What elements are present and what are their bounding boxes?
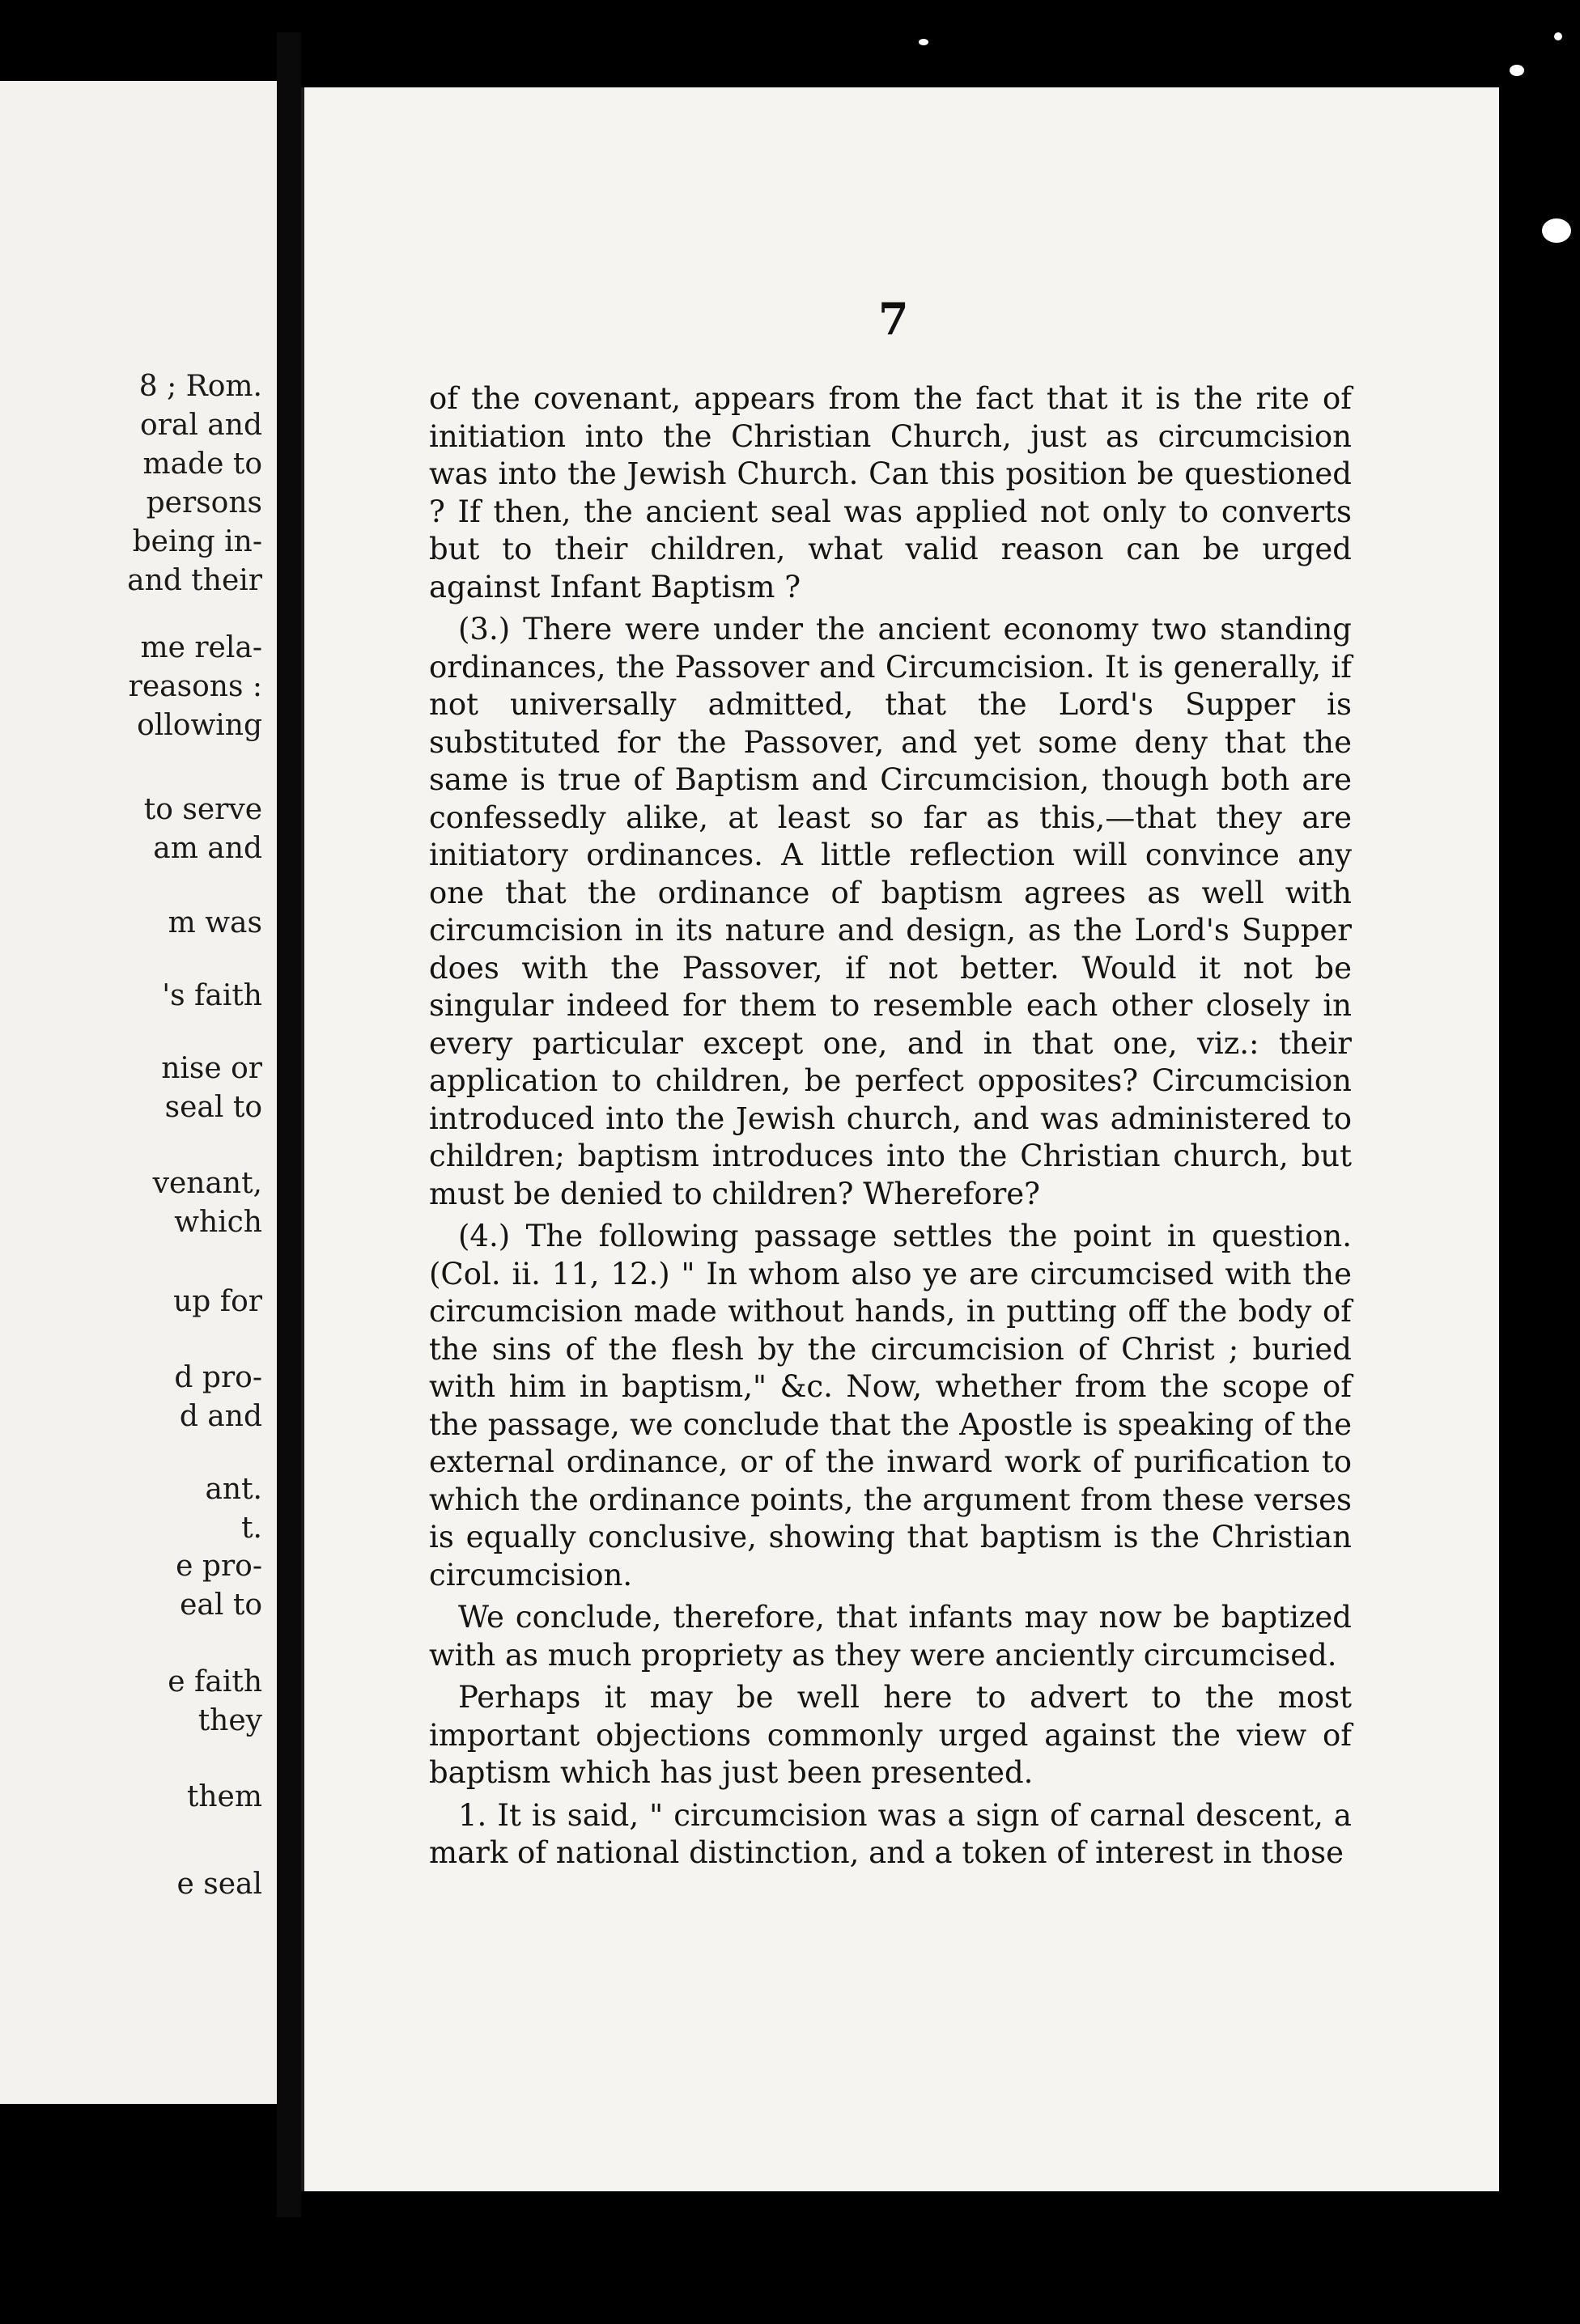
left-line: ollowing — [137, 709, 262, 742]
left-line: and their — [127, 564, 262, 597]
left-line: venant, — [152, 1167, 262, 1200]
left-line: seal to — [164, 1091, 262, 1124]
left-line: 8 ; Rom. — [138, 370, 262, 403]
left-line: e faith — [168, 1665, 262, 1698]
book-gutter — [277, 32, 301, 2217]
paragraph: of the covenant, appears from the fact that it is the rite of initiation into the Christian Church, just as circumcision was into the Jewish Church. Can this position be questioned ? If then, the ancient seal was applied not only to converts but to their children, what valid reason can be urged against Infant Baptism ? — [429, 381, 1352, 604]
paragraph: (3.) There were under the ancient economy two standing ordinances, the Passover and Circumcision. It is generally, if not universally admitted, that the Lord's Supper is substituted for the Passover, and yet some deny that the same is true of Baptism and Circumcision, though both are confessedly alike, at least so far as this,—that they are initiatory ordinances. A little reflection will convince any one that the ordinance of baptism agrees as well with circumcision in its nature and design, as the Lord's Supper does with the Passover, if not better. Would it not be singular indeed for them to resemble each other closely in every particular except one, and in that one, viz.: their application to children, be perfect opposites? Circumcision introduced into the Jewish church, and was administered to children; baptism introduces into the Christian church, but must be denied to children? Wherefore? — [429, 612, 1352, 1211]
left-line: 's faith — [162, 979, 262, 1012]
paragraph: 1. It is said, " circumcision was a sign of carnal descent, a mark of national distinction, and a token of interest in those — [429, 1797, 1352, 1870]
left-line: they — [198, 1704, 262, 1737]
left-line: them — [186, 1780, 262, 1813]
left-line: ant. — [205, 1473, 262, 1506]
left-line: to serve — [143, 793, 262, 826]
left-line: reasons : — [128, 670, 262, 703]
paragraph: Perhaps it may be well here to advert to the most important objections commonly urged against the view of baptism which has just been presented. — [429, 1680, 1352, 1790]
left-line: me rela- — [140, 631, 262, 664]
paragraph: We conclude, therefore, that infants may now be baptized with as much propriety as they were anciently circumcised. — [429, 1600, 1352, 1673]
previous-page-fragment — [0, 81, 277, 2104]
left-line: nise or — [161, 1052, 262, 1085]
left-line: oral and — [140, 409, 262, 442]
left-line: t. — [241, 1512, 262, 1545]
left-line: am and — [153, 832, 262, 865]
paragraph: (4.) The following passage settles the point in question. (Col. ii. 11, 12.) " In whom also ye are circumcised with the circumcision made without hands, in putting off the body of the sins of the flesh by the circumcision of Christ ; buried with him in baptism," &c. Now, whether from the scope of the passage, we conclude that the Apostle is speaking of the external ordinance, or of the inward work of purification to which the ordinance points, the argument from these verses is equally conclusive, showing that baptism is the Christian circumcision. — [429, 1219, 1352, 1592]
left-line: m was — [168, 906, 262, 939]
left-line: d pro- — [174, 1361, 262, 1394]
left-line: being in- — [132, 525, 262, 558]
main-text — [429, 380, 1352, 1872]
left-line: d and — [179, 1400, 262, 1433]
left-line: which — [174, 1206, 262, 1239]
left-line: persons — [146, 486, 262, 520]
scan-speck — [1510, 65, 1524, 76]
scan-speck — [1542, 218, 1571, 243]
left-line: eal to — [180, 1588, 262, 1622]
left-line: up for — [173, 1285, 262, 1318]
scan-speck — [919, 39, 928, 45]
left-line: e seal — [176, 1868, 262, 1901]
scan-speck — [1554, 32, 1562, 40]
page-number: 7 — [878, 293, 909, 345]
left-line: made to — [142, 447, 262, 481]
left-line: e pro- — [176, 1550, 262, 1583]
